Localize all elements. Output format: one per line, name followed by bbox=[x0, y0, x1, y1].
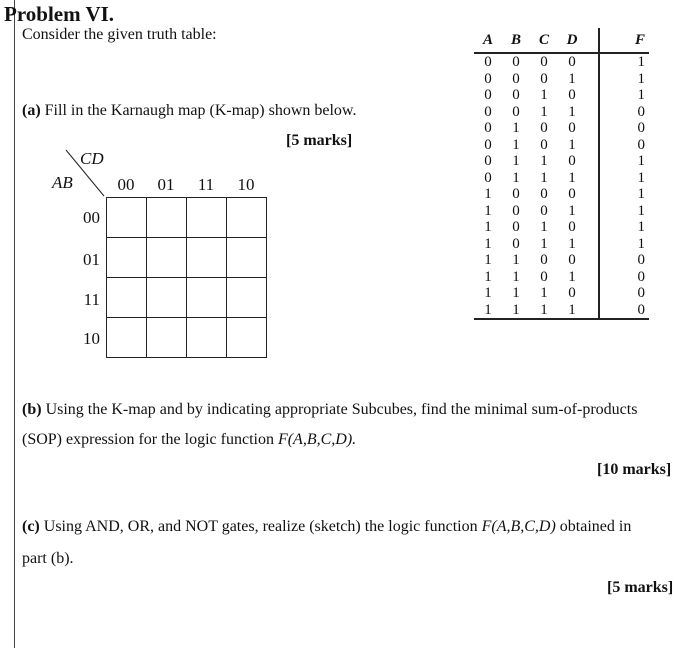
truth-table-cell: 0 bbox=[568, 252, 576, 269]
part-c-line2: part (b). bbox=[22, 550, 74, 567]
kmap-cell[interactable] bbox=[146, 317, 187, 358]
part-b-text2: (SOP) expression for the logic function bbox=[22, 431, 278, 448]
truth-table-cell: 0 bbox=[484, 169, 492, 186]
truth-table-cell: 1 bbox=[540, 219, 548, 236]
truth-table-row bbox=[474, 137, 649, 154]
kmap-cell[interactable] bbox=[106, 237, 147, 278]
kmap-cell[interactable] bbox=[106, 317, 147, 358]
truth-table-cell: 0 bbox=[512, 235, 520, 252]
header-b: B bbox=[502, 28, 530, 53]
kmap-cell[interactable] bbox=[106, 197, 147, 238]
truth-table-cell: 0 bbox=[512, 54, 520, 71]
kmap-col-var: CD bbox=[80, 149, 104, 168]
truth-table-cell: 0 bbox=[540, 70, 548, 87]
truth-table-cell: 1 bbox=[530, 302, 558, 320]
truth-table-f-cell: 1 bbox=[599, 153, 649, 170]
truth-table-body bbox=[474, 53, 649, 319]
truth-table-cell: 1 bbox=[568, 136, 576, 153]
kmap-cell[interactable] bbox=[146, 277, 187, 318]
truth-table-cell: 0 bbox=[568, 120, 576, 137]
truth-table-cell: 0 bbox=[484, 87, 492, 104]
kmap-col-label: 11 bbox=[197, 175, 215, 194]
kmap-row-label: 10 bbox=[83, 329, 100, 348]
truth-table-f-cell: 0 bbox=[599, 269, 649, 286]
kmap-col-label: 01 bbox=[157, 175, 175, 194]
part-a-text bbox=[22, 102, 356, 120]
kmap-col-label: 10 bbox=[237, 175, 255, 194]
truth-table-cell: 1 bbox=[568, 70, 576, 87]
truth-table-cell: 0 bbox=[568, 87, 576, 104]
truth-table-cell: 0 bbox=[512, 219, 520, 236]
header-d: D bbox=[558, 28, 586, 53]
truth-table-row bbox=[474, 104, 649, 121]
truth-table-cell: 1 bbox=[502, 302, 530, 320]
truth-table-row bbox=[474, 186, 649, 203]
header-f: F bbox=[599, 28, 649, 53]
truth-table-cell: 0 bbox=[540, 54, 548, 71]
kmap-row-var: AB bbox=[52, 173, 73, 192]
truth-table-f-cell: 0 bbox=[599, 302, 649, 320]
truth-table-f-cell: 1 bbox=[599, 186, 649, 203]
truth-table-cell: 0 bbox=[568, 186, 576, 203]
kmap-cell[interactable] bbox=[186, 277, 227, 318]
truth-table-row bbox=[474, 120, 649, 137]
kmap-cell[interactable] bbox=[226, 317, 267, 358]
truth-table-cell: 1 bbox=[568, 235, 576, 252]
part-b-line1 bbox=[22, 401, 637, 419]
truth-table-cell: 1 bbox=[484, 252, 492, 269]
kmap-cell[interactable] bbox=[186, 197, 227, 238]
kmap-row-label: 00 bbox=[83, 208, 100, 227]
truth-table-cell: 1 bbox=[568, 169, 576, 186]
truth-table-row bbox=[474, 203, 649, 220]
kmap-cell[interactable] bbox=[226, 277, 267, 318]
part-b-text: Using the K-map and by indicating appropriate Subcubes, find the minimal sum-of-products bbox=[41, 401, 638, 418]
part-c-text: Using AND, OR, and NOT gates, realize (sketch) the logic function bbox=[39, 518, 482, 535]
truth-table-row bbox=[474, 252, 649, 269]
truth-table-cell: 1 bbox=[484, 202, 492, 219]
truth-table-header bbox=[474, 28, 649, 53]
truth-table-cell: 0 bbox=[512, 186, 520, 203]
truth-table-cell: 1 bbox=[484, 186, 492, 203]
truth-table-cell: 0 bbox=[484, 54, 492, 71]
truth-table-cell: 1 bbox=[558, 302, 586, 320]
truth-table-cell: 0 bbox=[568, 153, 576, 170]
part-b-marks: [10 marks] bbox=[597, 461, 672, 478]
truth-table-f-cell: 1 bbox=[599, 71, 649, 88]
truth-table-row bbox=[474, 53, 649, 71]
truth-table-cell: 1 bbox=[512, 120, 520, 137]
truth-table-cell: 1 bbox=[484, 285, 492, 302]
truth-table-cell: 1 bbox=[540, 103, 548, 120]
truth-table-cell: 0 bbox=[484, 153, 492, 170]
truth-table-f-cell: 0 bbox=[599, 252, 649, 269]
part-a-marks: [5 marks] bbox=[286, 132, 353, 149]
truth-table-f-cell: 1 bbox=[599, 203, 649, 220]
part-c-label: (c) bbox=[22, 518, 40, 535]
part-b-func: F(A,B,C,D). bbox=[277, 431, 357, 448]
truth-table-cell: 1 bbox=[484, 268, 492, 285]
truth-table-f-cell: 1 bbox=[599, 236, 649, 253]
truth-table-row bbox=[474, 236, 649, 253]
truth-table-cell: 1 bbox=[484, 219, 492, 236]
part-a-body: Fill in the Karnaugh map (K-map) shown below. bbox=[40, 102, 357, 119]
problem-title: Problem VI. bbox=[4, 2, 115, 26]
truth-table-row bbox=[474, 285, 649, 302]
kmap-col-label: 00 bbox=[117, 175, 135, 194]
truth-table-cell: 1 bbox=[540, 235, 548, 252]
truth-table-cell: 0 bbox=[512, 103, 520, 120]
truth-table-cell: 1 bbox=[512, 136, 520, 153]
truth-table-cell: 1 bbox=[568, 202, 576, 219]
truth-table-row bbox=[474, 71, 649, 88]
truth-table-cell: 1 bbox=[568, 103, 576, 120]
truth-table-cell: 0 bbox=[540, 186, 548, 203]
truth-table-row bbox=[474, 87, 649, 104]
truth-table-cell: 1 bbox=[540, 169, 548, 186]
kmap-row-label: 11 bbox=[83, 290, 100, 309]
truth-table-cell: 0 bbox=[540, 202, 548, 219]
truth-table-cell: 0 bbox=[540, 120, 548, 137]
truth-table-f-cell: 0 bbox=[599, 120, 649, 137]
part-b-line2 bbox=[22, 431, 356, 449]
truth-table-cell: 1 bbox=[540, 87, 548, 104]
truth-table-cell: 0 bbox=[568, 285, 576, 302]
truth-table-cell: 1 bbox=[568, 268, 576, 285]
part-a-label: (a) bbox=[22, 102, 41, 119]
part-c-line1 bbox=[22, 518, 631, 536]
kmap-cell[interactable] bbox=[106, 277, 147, 318]
header-a: A bbox=[474, 28, 502, 53]
truth-table-cell: 1 bbox=[540, 153, 548, 170]
truth-table-cell: 0 bbox=[484, 120, 492, 137]
kmap-cell[interactable] bbox=[226, 237, 267, 278]
truth-table-cell: 1 bbox=[512, 268, 520, 285]
intro-text: Consider the given truth table: bbox=[22, 26, 217, 43]
truth-table-cell: 0 bbox=[540, 268, 548, 285]
truth-table-cell: 1 bbox=[512, 252, 520, 269]
truth-table-cell: 0 bbox=[512, 70, 520, 87]
truth-table-cell: 0 bbox=[484, 103, 492, 120]
truth-table-cell: 0 bbox=[540, 252, 548, 269]
truth-table-f-cell: 1 bbox=[599, 219, 649, 236]
truth-table-cell: 0 bbox=[568, 219, 576, 236]
truth-table-cell: 1 bbox=[474, 302, 502, 320]
truth-table-cell: 1 bbox=[512, 169, 520, 186]
kmap-cell[interactable] bbox=[146, 237, 187, 278]
truth-table-cell: 0 bbox=[568, 54, 576, 71]
kmap-cell[interactable] bbox=[146, 197, 187, 238]
truth-table-f-cell: 1 bbox=[599, 87, 649, 104]
truth-table-cell: 0 bbox=[512, 87, 520, 104]
kmap-row-label: 01 bbox=[83, 250, 100, 269]
truth-table-cell: 1 bbox=[484, 235, 492, 252]
part-b-label: (b) bbox=[22, 401, 42, 418]
kmap-grid bbox=[106, 197, 266, 357]
truth-table-row bbox=[474, 302, 649, 320]
header-c: C bbox=[530, 28, 558, 53]
truth-table-f-cell: 1 bbox=[599, 53, 649, 71]
part-c-suffix: obtained in bbox=[555, 518, 632, 535]
part-c-func: F(A,B,C,D) bbox=[481, 518, 556, 535]
kmap-cell[interactable] bbox=[186, 317, 227, 358]
truth-table-cell: 0 bbox=[540, 136, 548, 153]
truth-table-f-cell: 0 bbox=[599, 285, 649, 302]
truth-table-f-cell: 0 bbox=[599, 104, 649, 121]
truth-table-f-cell: 0 bbox=[599, 137, 649, 154]
truth-table-row bbox=[474, 219, 649, 236]
truth-table bbox=[474, 28, 649, 320]
truth-table-cell: 0 bbox=[484, 70, 492, 87]
kmap-cell[interactable] bbox=[226, 197, 267, 238]
truth-table-row bbox=[474, 153, 649, 170]
truth-table-row bbox=[474, 269, 649, 286]
kmap-cell[interactable] bbox=[186, 237, 227, 278]
truth-table-cell: 1 bbox=[540, 285, 548, 302]
part-c-marks: [5 marks] bbox=[607, 579, 674, 596]
truth-table-cell: 0 bbox=[484, 136, 492, 153]
truth-table-cell: 1 bbox=[512, 153, 520, 170]
truth-table-f-cell: 1 bbox=[599, 170, 649, 187]
truth-table-row bbox=[474, 170, 649, 187]
truth-table-cell: 1 bbox=[512, 285, 520, 302]
truth-table-cell: 0 bbox=[512, 202, 520, 219]
